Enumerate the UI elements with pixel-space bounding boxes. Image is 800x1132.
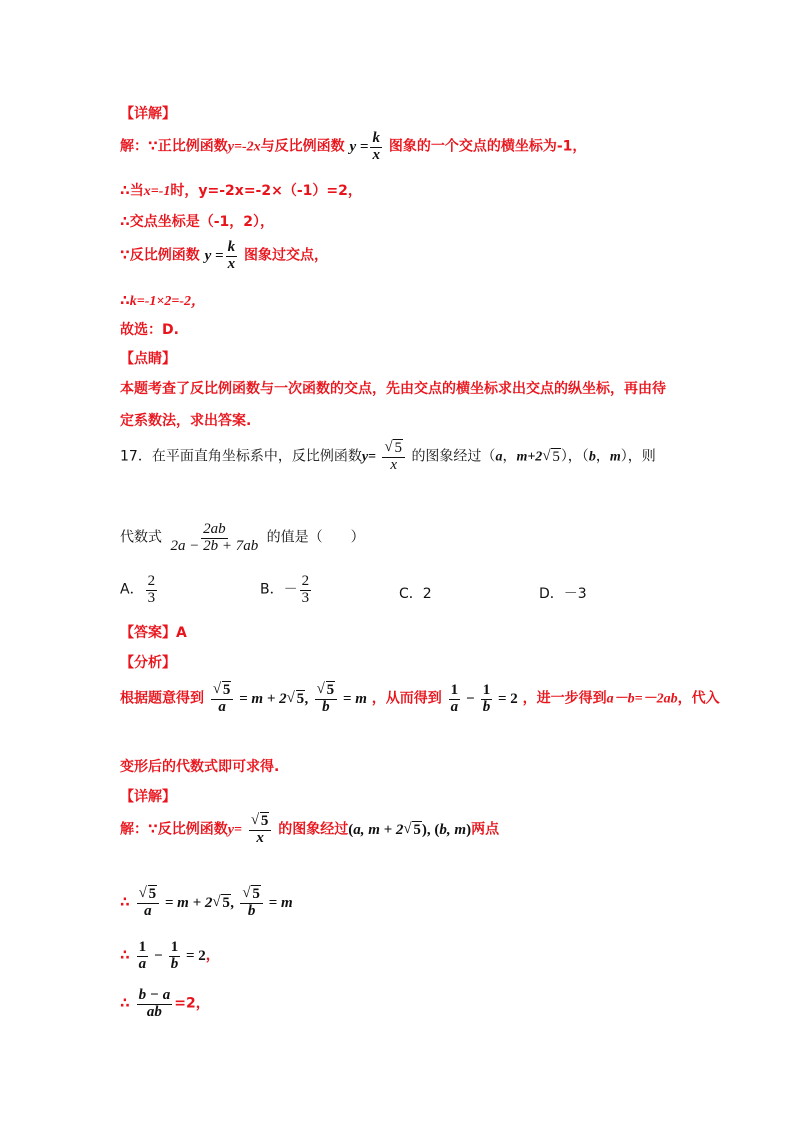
detail-line-3 <box>120 940 220 973</box>
formula-detail-4: $\frac{b - a}{ab}$ <box>138 987 171 1020</box>
analysis-heading: 【分析】 <box>120 655 176 671</box>
expr: y= <box>361 449 377 465</box>
formula-analysis-1: √ $\frac{5}{a}$ = m + 2√ 5, √ $\frac{5}{b}$ = m <box>209 691 367 707</box>
text: ∴ <box>120 995 130 1012</box>
comment-heading: 【点睛】 <box>120 351 176 367</box>
expr: k=-1×2=-2， <box>129 294 206 309</box>
detail-heading: 【详解】 <box>120 106 176 122</box>
formula-analysis-2: $\frac{1}{a}$ − $\frac{1}{b}$ = 2 <box>450 682 518 715</box>
text: 两点 <box>471 821 500 838</box>
option-d: D．－3 <box>539 586 587 602</box>
expr: a <box>495 449 503 465</box>
answer-line: 【答案】A <box>120 625 187 641</box>
text: A． <box>120 581 144 598</box>
expr: b <box>588 449 596 465</box>
fraction-2-3: $\frac{2}{3}$ <box>147 573 156 606</box>
text: 图象的一个交点的横坐标为-1， <box>388 138 587 155</box>
sqrt5: √ 5 <box>542 449 561 465</box>
text: 时， <box>170 183 199 199</box>
detail-line-4 <box>120 988 210 1021</box>
analysis-line-2: 变形后的代数式即可求得. <box>120 759 280 775</box>
formula-2ab-fraction: $\frac{2ab}{2a - 2b + 7ab}$ <box>170 521 259 554</box>
detail-line-2 <box>120 887 293 920</box>
fraction-2-3: $\frac{2}{3}$ <box>301 573 310 606</box>
text: ，代入 <box>677 690 720 707</box>
text: 17．在平面直角坐标系中，反比例函数 <box>120 448 362 465</box>
text: 代数式 <box>120 529 162 546</box>
expr: y=-2x=-2×（-1）=2， <box>198 183 362 199</box>
text: 根据题意得到 <box>120 690 204 707</box>
formula-detail-3: $\frac{1}{a}$ − $\frac{1}{b}$ = 2 <box>138 939 206 972</box>
formula-sqrt5-over-x: √ $\frac{5}{x}$ <box>247 822 274 838</box>
formula-sqrt5-over-x: √ $\frac{5}{x}$ <box>380 449 407 465</box>
text: 图象过交点， <box>243 247 328 264</box>
solution-line-1 <box>120 131 586 164</box>
solution-line-4 <box>120 240 328 273</box>
text: 的值是（ ） <box>266 529 365 546</box>
text: ∴ <box>120 894 130 911</box>
option-b <box>260 574 313 607</box>
question-17-stem <box>120 441 656 474</box>
expr: y= <box>227 822 242 838</box>
solution-line-3: ∴交点坐标是（-1，2）， <box>120 214 275 230</box>
text: 的图象经过 <box>278 821 349 838</box>
text: ∴ <box>120 293 130 309</box>
text: ∴ <box>120 947 130 964</box>
text: ，进一步得到 <box>522 690 607 707</box>
expr: y=-2x <box>227 139 261 155</box>
solution-line-2 <box>120 180 362 200</box>
text: ， <box>205 947 220 964</box>
text: 的图象经过（ <box>411 448 496 465</box>
formula-y-k-over-x: y = $\frac{k}{x}$ <box>204 239 236 272</box>
text: ，从而得到 <box>371 690 442 707</box>
text: =2， <box>174 995 210 1012</box>
expr: x=-1 <box>143 184 171 199</box>
comment-line-1: 本题考查了反比例函数与一次函数的交点，先由交点的横坐标求出交点的纵坐标，再由待 <box>120 381 666 397</box>
expr: m <box>609 449 621 465</box>
detail-heading-2: 【详解】 <box>120 789 176 805</box>
text: ， <box>502 448 517 465</box>
expr: m+2 <box>516 449 543 465</box>
text: B．－ <box>260 581 298 598</box>
comment-line-2: 定系数法，求出答案. <box>120 413 252 429</box>
analysis-line-1 <box>120 683 720 716</box>
formula-y-k-over-x: y = $\frac{k}{x}$ <box>349 130 380 163</box>
option-a <box>120 574 159 607</box>
solution-line-5 <box>120 290 205 310</box>
text: 与反比例函数 <box>260 138 345 155</box>
solution-line-6: 故选：D. <box>120 322 179 338</box>
text: ， <box>595 448 610 465</box>
text: ），（ <box>560 448 589 465</box>
formula-detail-2: √ $\frac{5}{a}$ = m + 2√ 5, √ $\frac{5}{b}$ = m <box>135 895 293 911</box>
text: ），则 <box>620 448 656 465</box>
text: ∵反比例函数 <box>120 247 200 264</box>
option-c: C．2 <box>399 586 432 602</box>
formula-points: (a, m + 2√ 5), (b, m) <box>348 822 471 838</box>
text: 解：∵反比例函数 <box>120 821 228 838</box>
text: ∴当 <box>120 183 144 199</box>
question-17-stem-2 <box>120 522 365 555</box>
text: 解：∵正比例函数 <box>120 138 228 155</box>
detail-line-1 <box>120 814 499 847</box>
expr: a－b=－2ab <box>606 691 678 707</box>
